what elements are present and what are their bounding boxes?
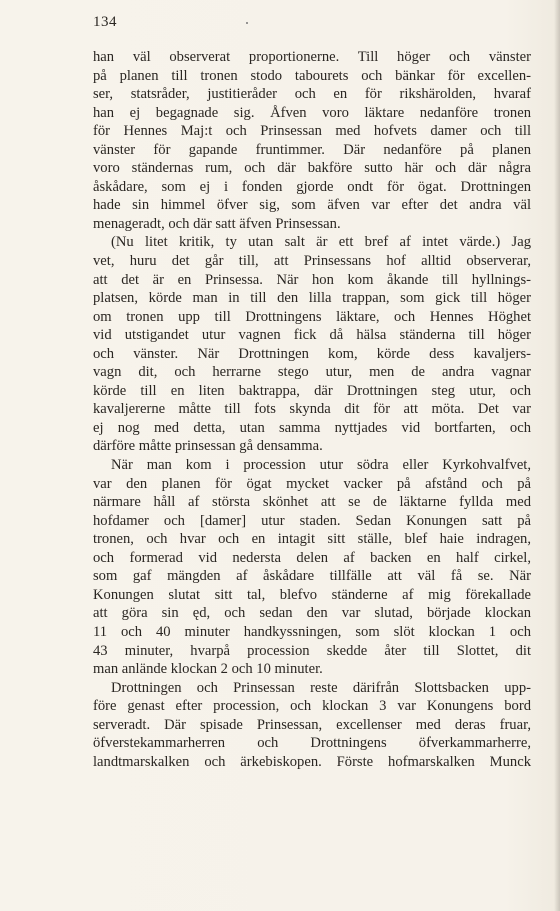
text-line: menageradt, och där satt äfven Prinsessan. — [93, 215, 341, 232]
text-line: voro ständernas rum, och där bakföre sutto här och där några — [93, 160, 531, 177]
text-line: körde till en liten baktrappa, där Drottningen steg utur, och — [93, 382, 531, 399]
text-line: (Nu litet kritik, ty utan salt är ett bref af intet värde.) Jag — [111, 234, 531, 251]
text-line: han ej begagnade sig. Åfven voro läktare nedanföre tronen — [93, 104, 531, 121]
text-line: att göra sin ęd, och sedan den var slutad, började klockan — [93, 605, 531, 622]
text-line: hofdamer och [damer] utur staden. Sedan Konungen satt på — [93, 512, 531, 529]
body-text — [93, 48, 531, 771]
text-line: att det är en Prinsessa. När hon kom åkande till hyllnings- — [93, 271, 531, 288]
text-line: landtmarskalken och ärkebiskopen. Förste hofmarskalken Munck — [93, 753, 531, 770]
print-speck — [246, 22, 248, 24]
page-number: 134 — [93, 14, 117, 30]
text-line: 11 och 40 minuter handkyssningen, som slöt klockan 1 och — [93, 623, 531, 640]
text-line: före genast efter procession, och klockan 3 var Konungens bord — [93, 698, 531, 715]
text-line: Drottningen och Prinsessan reste därifrån Slottsbacken upp- — [111, 679, 531, 696]
text-line: ej nog med detta, utan samma nyttjades vid bortfarten, och — [93, 419, 531, 436]
text-line: kavaljererne måtte till fots skynda dit för att möta. Det var — [93, 401, 531, 418]
text-line: vet, huru det går till, att Prinsessans hof alltid observerar, — [93, 253, 531, 270]
text-line: var den planen för ögat mycket vacker på afstånd och på — [93, 475, 531, 492]
text-line: om tronen upp till Drottningens läktare, och Hennes Höghet — [93, 308, 531, 325]
text-line: därföre måtte prinsessan gå densamma. — [93, 438, 323, 455]
text-line: Konungen slutat sitt tal, blefvo ständerne af mig förekallade — [93, 586, 531, 603]
text-line: platsen, körde man in till den lilla trappan, som gick till höger — [93, 290, 531, 307]
text-line: man anlände klockan 2 och 10 minuter. — [93, 661, 323, 678]
text-line: serveradt. Där spisade Prinsessan, excellenser med deras fruar, — [93, 716, 531, 733]
text-line: åskådare, som ej i fonden gjorde ondt för ögat. Drottningen — [93, 178, 531, 195]
page-edge-shadow — [554, 0, 560, 911]
text-line: på planen till tronen stodo tabourets och bänkar för excellen- — [93, 67, 531, 84]
text-line: tronen, och hvar och en intagit sitt ställe, blef haie indragen, — [93, 531, 531, 548]
text-line: vänster för gapande fruntimmer. Där nedanföre på planen — [93, 141, 531, 158]
text-line: för Hennes Maj:t och Prinsessan med hofvets damer och till — [93, 123, 531, 140]
text-line: närmare håll af största skönhet att se de läktarne fyllda med — [93, 494, 531, 511]
text-line: vid utstigandet utur vagnen fick då hälsa ständerna till höger — [93, 327, 531, 344]
text-line: hade sin himmel öfver sig, som äfven var efter det andra väl — [93, 197, 531, 214]
text-line: ser, statsråder, justitieråder och en för rikshärolden, hvaraf — [93, 86, 531, 103]
text-line: och formerad vid nedersta delen af backen en half cirkel, — [93, 549, 531, 566]
text-line: som gaf mängden af åskådare tillfälle att väl få se. När — [93, 568, 531, 585]
text-line: När man kom i procession utur södra eller Kyrkohvalfvet, — [111, 457, 531, 474]
text-line: han väl observerat proportionerne. Till höger och vänster — [93, 49, 531, 65]
text-line: öfverstekammarherren och Drottningens öfverkammarherre, — [93, 735, 531, 752]
text-line: 43 minuter, hvarpå procession skedde åter till Slottet, dit — [93, 642, 531, 659]
text-line: och vänster. När Drottningen kom, körde dess kavaljers- — [93, 345, 531, 362]
text-line: vagn dit, och herrarne stego utur, men de andra vagnar — [93, 364, 531, 381]
